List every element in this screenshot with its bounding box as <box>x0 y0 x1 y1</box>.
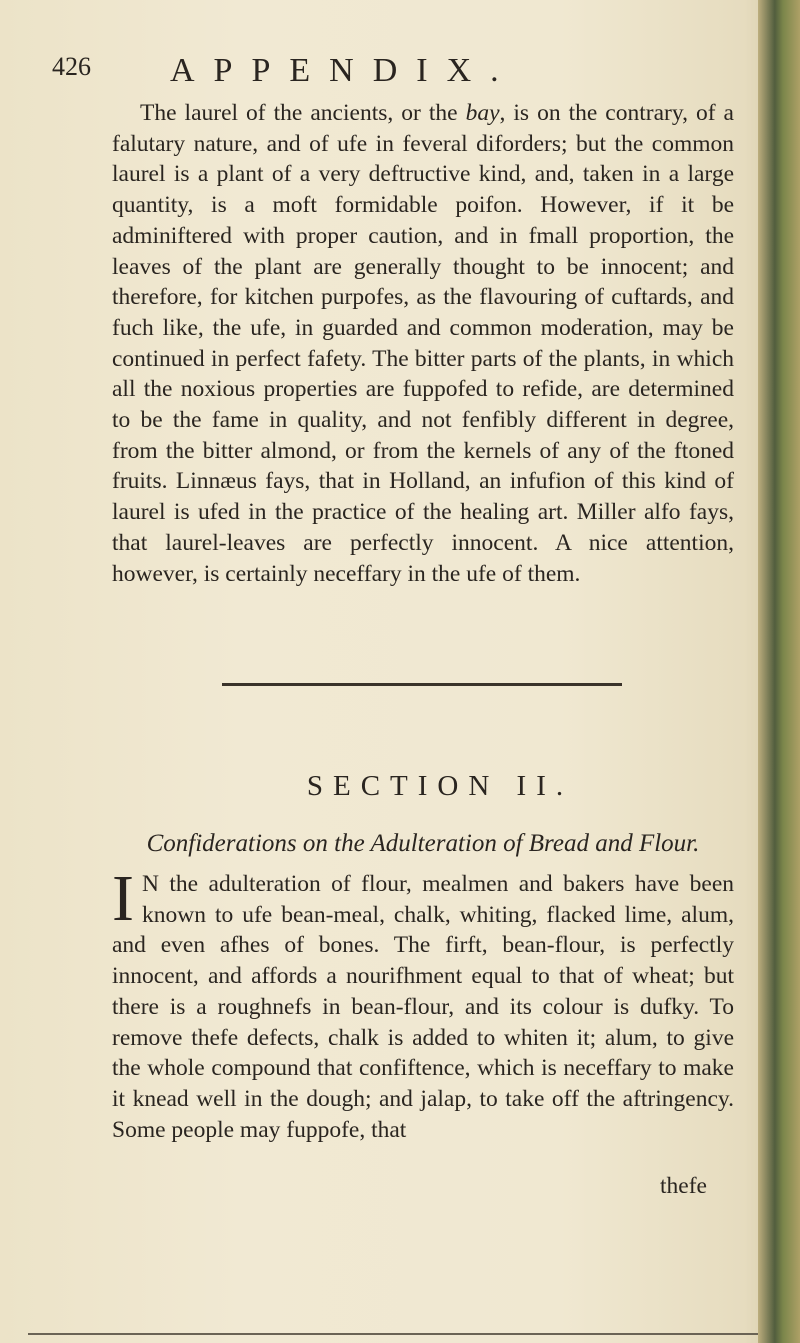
section-subtitle: Confiderations on the Adulteration of Bread and Flour. <box>146 830 700 857</box>
running-title: APPENDIX. <box>170 52 518 89</box>
paragraph-laurel: The laurel of the ancients, or the bay, is on the contrary, of a falutary nature, and of ufe in feveral diforders; but the common laurel is a plant of a very deftructive kind, and, taken in a large quantity, is a moft formidable poifon. However, if it be adminiftered with proper caution, and in fmall proportion, the leaves of the plant are generally thought to be innocent; and therefore, for kitchen purpofes, as the flavouring of cuftards, and fuch like, the ufe, in guarded and common moderation, may be continued in perfect fafety. The bitter parts of the plants, in which all the noxious properties are fuppofed to refide, are determined to be the fame in quality, and not fenfibly different in degree, from the bitter almond, or from the kernels of any of the ftoned fruits. Linnæus fays, that in Holland, an infufion of this kind of laurel is ufed in the practice of the healing art. Miller alfo fays, that laurel-leaves are perfectly innocent. A nice attention, however, is certainly neceffary in the ufe of them. <box>112 100 734 587</box>
paragraph-adulteration: I N the adulteration of flour, mealmen and bakers have been known to ufe bean-meal, chalk, whiting, flacked lime, alum, and even afhes of bones. The firft, bean-flour, is perfectly innocent, and affords a nourifhment equal to that of wheat; but there is a roughnefs in bean-flour, and its colour is dufky. To remove thefe defects, chalk is added to whiten it; alum, to give the whole compound that confiftence, which is neceffary to make it knead well in the dough; and jalap, to take off the aftringency. Some people may fuppofe, that <box>112 862 734 1143</box>
italic-word: bay <box>465 100 500 126</box>
drop-cap: I <box>112 862 134 935</box>
section-divider <box>222 683 622 686</box>
page-number: 426 <box>52 52 91 81</box>
page-edge <box>758 0 800 1343</box>
section-title: SECTION II. <box>306 770 574 802</box>
bottom-rule <box>28 1333 758 1335</box>
catchword: thefe <box>660 1173 707 1199</box>
page-header <box>52 52 612 92</box>
